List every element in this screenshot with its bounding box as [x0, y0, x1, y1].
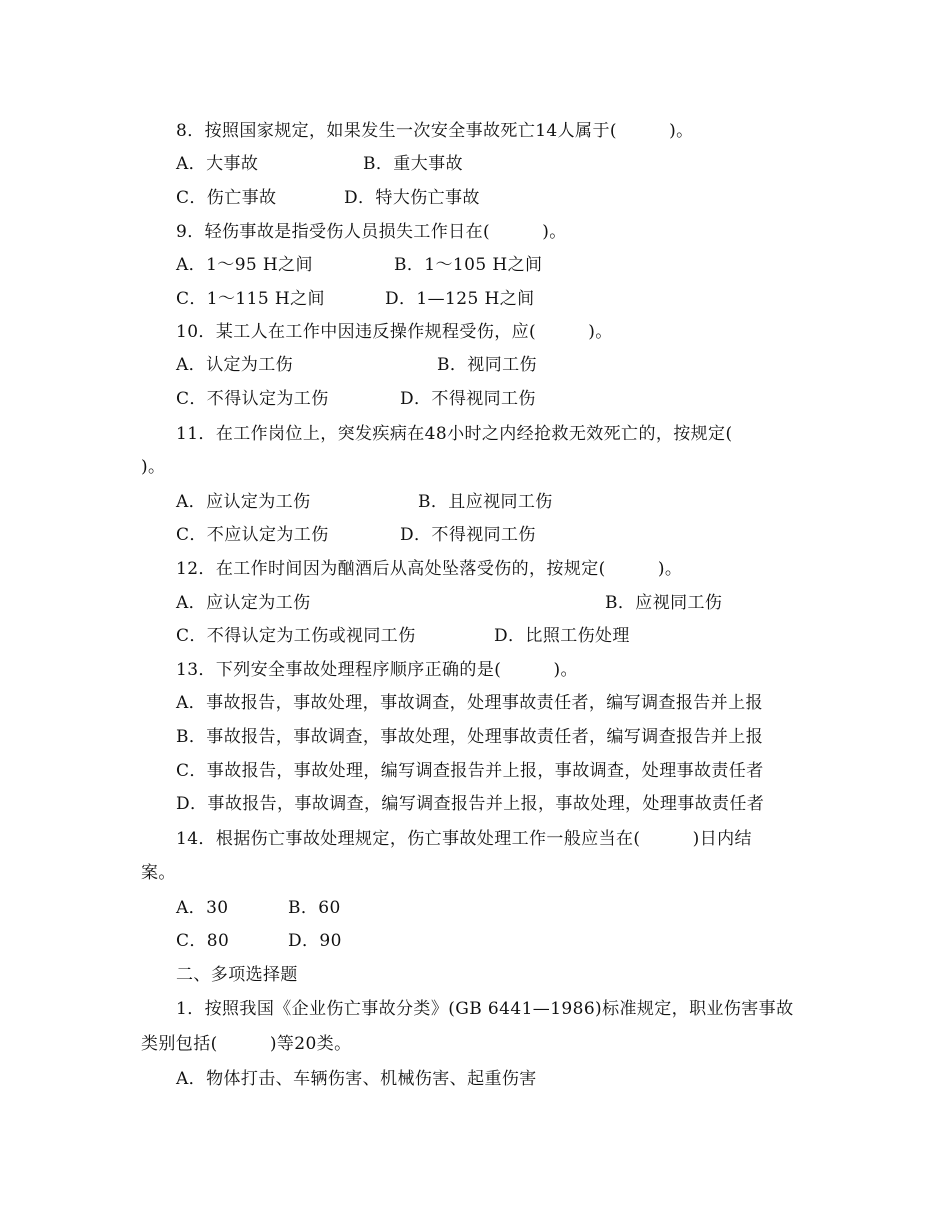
question-10-option-d: D．不得视同工伤 [400, 389, 536, 409]
question-14-option-a: A．30 [176, 898, 229, 918]
question-9-stem: 9．轻伤事故是指受伤人员损失工作日在( )。 [176, 222, 567, 242]
question-13-stem: 13．下列安全事故处理程序顺序正确的是( )。 [176, 660, 578, 680]
question-8-option-c: C．伤亡事故 [176, 188, 277, 208]
question-13-option-b: B．事故报告，事故调查，事故处理，处理事故责任者，编写调查报告并上报 [176, 727, 764, 747]
question-8-stem: 8．按照国家规定，如果发生一次安全事故死亡14人属于( )。 [176, 121, 694, 141]
question-8-option-a: A．大事故 [176, 154, 259, 174]
question-11-stem-line2: )。 [141, 457, 166, 477]
question-14-option-d: D．90 [288, 931, 342, 951]
question-9-option-c: C．1～115 H之间 [176, 289, 325, 309]
question-8-option-d: D．特大伤亡事故 [344, 188, 480, 208]
question-12-option-c: C．不得认定为工伤或视同工伤 [176, 626, 416, 646]
question-11-option-b: B．且应视同工伤 [418, 492, 553, 512]
multi-question-1-stem-line1: 1．按照我国《企业伤亡事故分类》(GB 6441—1986)标准规定，职业伤害事故 [176, 999, 794, 1019]
question-14-stem-line2: 案。 [141, 863, 176, 883]
question-11-option-a: A．应认定为工伤 [176, 492, 311, 512]
section-heading: 二、多项选择题 [176, 965, 298, 985]
question-14-option-b: B．60 [288, 898, 341, 918]
question-11-option-d: D．不得视同工伤 [400, 525, 536, 545]
question-9-option-b: B．1～105 H之间 [394, 255, 543, 275]
question-9-option-d: D．1—125 H之间 [385, 289, 535, 309]
question-8-option-b: B．重大事故 [363, 154, 463, 174]
multi-question-1-option-a: A．物体打击、车辆伤害、机械伤害、起重伤害 [176, 1069, 537, 1089]
question-12-option-d: D．比照工伤处理 [494, 626, 630, 646]
question-10-option-b: B．视同工伤 [437, 355, 537, 375]
question-13-option-d: D．事故报告，事故调查，编写调查报告并上报，事故处理，处理事故责任者 [176, 794, 765, 814]
question-10-option-c: C．不得认定为工伤 [176, 389, 329, 409]
multi-question-1-stem-line2: 类别包括( )等20类。 [141, 1034, 352, 1054]
question-10-stem: 10．某工人在工作中因违反操作规程受伤，应( )。 [176, 322, 613, 342]
question-13-option-c: C．事故报告，事故处理，编写调查报告并上报，事故调查，处理事故责任者 [176, 761, 764, 781]
question-12-option-a: A．应认定为工伤 [176, 593, 311, 613]
question-14-option-c: C．80 [176, 931, 230, 951]
question-11-stem-line1: 11．在工作岗位上，突发疾病在48小时之内经抢救无效死亡的，按规定( [176, 424, 733, 444]
question-12-option-b: B．应视同工伤 [605, 593, 723, 613]
question-11-option-c: C．不应认定为工伤 [176, 525, 329, 545]
question-9-option-a: A．1～95 H之间 [176, 255, 313, 275]
question-13-option-a: A．事故报告，事故处理，事故调查，处理事故责任者，编写调查报告并上报 [176, 693, 763, 713]
question-10-option-a: A．认定为工伤 [176, 355, 294, 375]
question-14-stem-line1: 14．根据伤亡事故处理规定，伤亡事故处理工作一般应当在( )日内结 [176, 829, 752, 849]
question-12-stem: 12．在工作时间因为酗酒后从高处坠落受伤的，按规定( )。 [176, 559, 683, 579]
